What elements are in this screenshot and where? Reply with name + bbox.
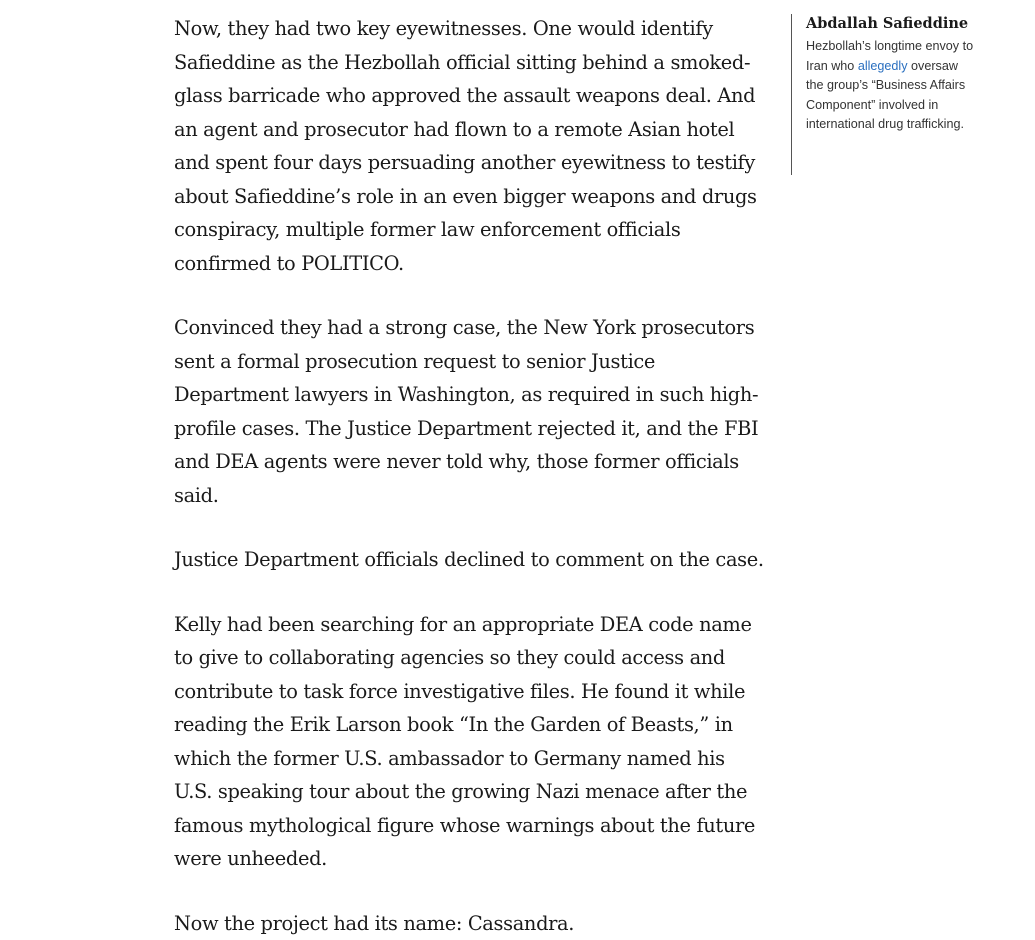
article-body: [174, 12, 764, 940]
sidenote-safieddine: [791, 14, 976, 175]
sidenote-text-after: oversaw the group’s “Business Affairs Component” involved in international drug trafficking.: [806, 59, 965, 132]
article-paragraph: Kelly had been searching for an appropriate DEA code name to give to collaborating agencies so they could access and contribute to task force investigative files. He found it while reading the Erik Larson book “In the Garden of Beasts,” in which the former U.S. ambassador to Germany named his U.S. speaking tour about the growing Nazi menace after the famous mythological figure whose warnings about the future were unheeded.: [174, 608, 764, 876]
article-paragraph: Convinced they had a strong case, the New York prosecutors sent a formal prosecution request to senior Justice Department lawyers in Washington, as required in such high-profile cases. The Justice Department rejected it, and the FBI and DEA agents were never told why, those former officials said.: [174, 311, 764, 512]
sidenote-link-allegedly[interactable]: allegedly: [858, 59, 908, 73]
article-paragraph: Now, they had two key eyewitnesses. One would identify Safieddine as the Hezbollah official sitting behind a smoked-glass barricade who approved the assault weapons deal. And an agent and prosecutor had flown to a remote Asian hotel and spent four days persuading another eyewitness to testify about Safieddine’s role in an even bigger weapons and drugs conspiracy, multiple former law enforcement officials confirmed to POLITICO.: [174, 12, 764, 280]
sidenote-text-before: Hezbollah’s longtime envoy to Iran who: [806, 39, 973, 73]
sidenote-body: [806, 37, 976, 135]
article-paragraph: Justice Department officials declined to comment on the case.: [174, 543, 764, 577]
sidenote-title: Abdallah Safieddine: [806, 14, 976, 34]
article-paragraph: Now the project had its name: Cassandra.: [174, 907, 764, 940]
